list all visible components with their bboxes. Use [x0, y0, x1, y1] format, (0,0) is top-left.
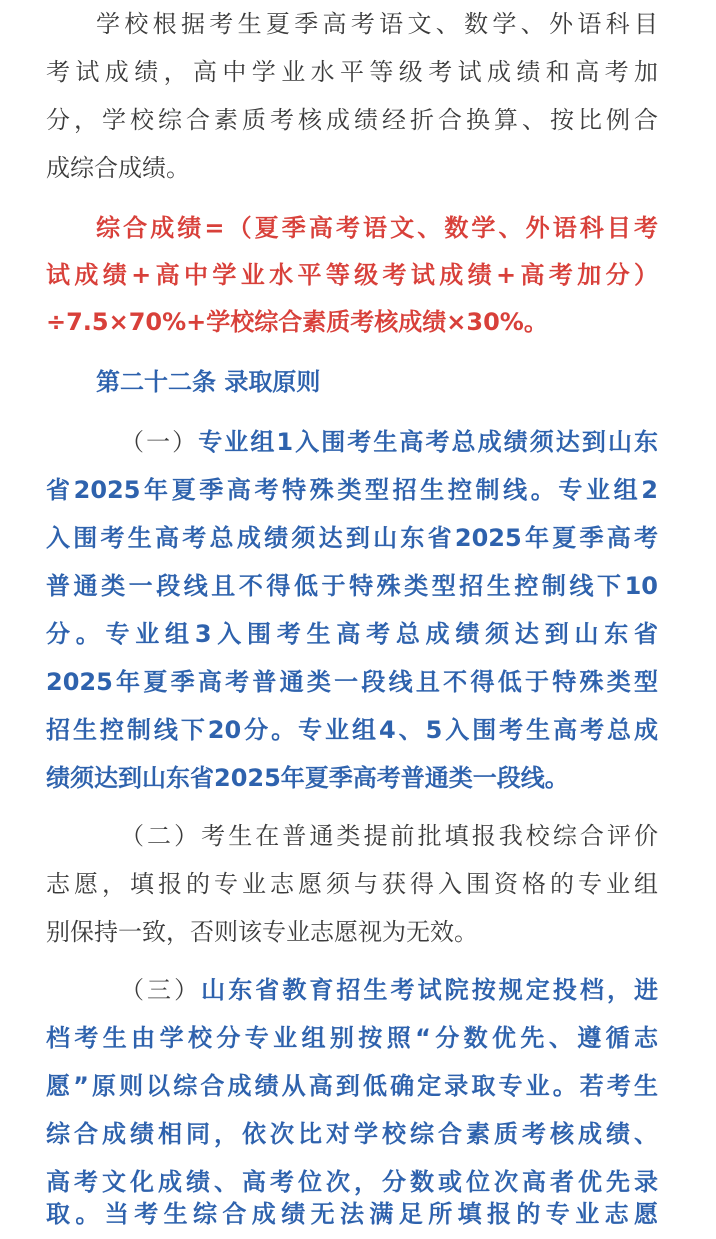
item1-line-3: 入围考生高考总成绩须达到山东省2025年夏季高考 — [46, 524, 658, 552]
item3-line-3: 愿”原则以综合成绩从高到低确定录取专业。若考生 — [46, 1072, 658, 1100]
formula-line-2: 试成绩+高中学业水平等级考试成绩+高考加分） — [46, 261, 658, 289]
item3-first-line — [120, 966, 658, 1014]
para1-line-4: 成综合成绩。 — [46, 154, 190, 182]
formula-line-1: 综合成绩=（夏季高考语文、数学、外语科目考 — [96, 214, 658, 242]
item1-line-4: 普通类一段线且不得低于特殊类型招生控制线下10 — [46, 572, 658, 600]
para1-line-2: 考试成绩，高中学业水平等级考试成绩和高考加 — [46, 58, 658, 86]
item1-line-8: 绩须达到山东省2025年夏季高考普通类一段线。 — [46, 764, 569, 792]
article-title: 第二十二条 录取原则 — [96, 368, 321, 396]
item1-line-2: 省2025年夏季高考特殊类型招生控制线。专业组2 — [46, 476, 658, 504]
item1-line-1: 专业组1入围考生高考总成绩须达到山东 — [198, 428, 659, 456]
item2-line-2: 志愿，填报的专业志愿须与获得入围资格的专业组 — [46, 870, 658, 898]
item1-marker: （一） — [120, 428, 199, 456]
item3-line-2: 档考生由学校分专业组别按照“分数优先、遵循志 — [46, 1024, 658, 1052]
item1-first-line — [120, 418, 658, 466]
para1-line-3: 分，学校综合素质考核成绩经折合换算、按比例合 — [46, 106, 658, 134]
item2-line-1: 考生在普通类提前批填报我校综合评价 — [201, 822, 659, 850]
formula-line-3: ÷7.5×70%+学校综合素质考核成绩×30%。 — [46, 308, 548, 336]
item3-line-4: 综合成绩相同，依次比对学校综合素质考核成绩、 — [46, 1120, 658, 1148]
item1-line-6: 2025年夏季高考普通类一段线且不得低于特殊类型 — [46, 668, 658, 696]
item2-first-line — [120, 812, 658, 860]
item3-line-1: 山东省教育招生考试院按规定投档，进 — [201, 976, 659, 1004]
item3-line-6: 取。当考生综合成绩无法满足所填报的专业志愿 — [46, 1200, 658, 1228]
item3-marker: （三） — [120, 976, 202, 1004]
item2-line-3: 别保持一致，否则该专业志愿视为无效。 — [46, 918, 478, 946]
item1-line-5: 分。专业组3入围考生高考总成绩须达到山东省 — [46, 620, 658, 648]
item3-line-5: 高考文化成绩、高考位次，分数或位次高者优先录 — [46, 1168, 658, 1196]
item1-line-7: 招生控制线下20分。专业组4、5入围考生高考总成 — [46, 716, 658, 744]
para1-line-1: 学校根据考生夏季高考语文、数学、外语科目 — [96, 10, 658, 38]
item2-marker: （二） — [120, 822, 202, 850]
